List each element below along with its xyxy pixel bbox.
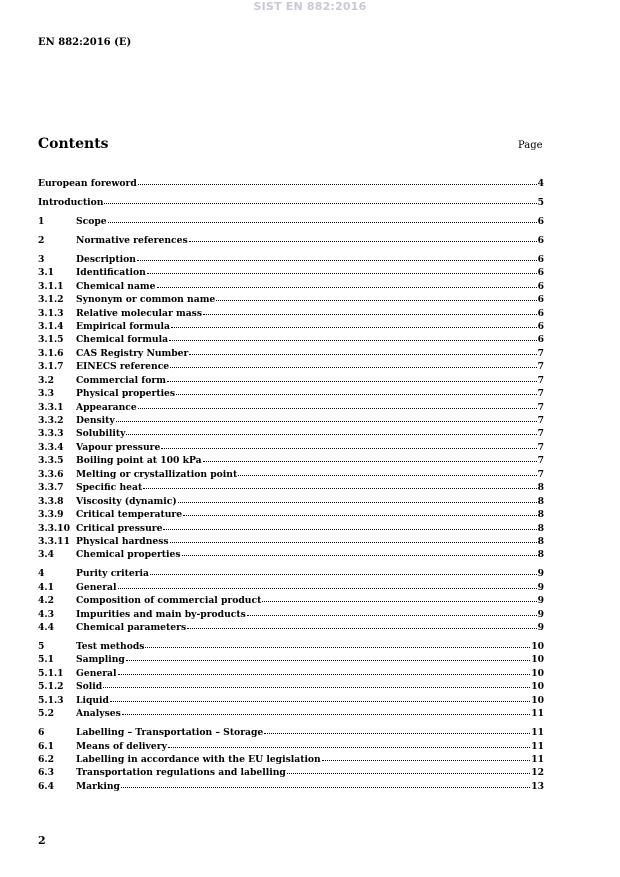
toc-entry-title: Specific heat bbox=[76, 482, 143, 494]
toc-entry-title: Analyses bbox=[76, 708, 121, 720]
toc-entry[interactable] bbox=[38, 706, 544, 719]
toc-dot-leader bbox=[137, 251, 537, 261]
toc-entry[interactable] bbox=[38, 693, 544, 706]
toc-entry[interactable] bbox=[38, 176, 544, 189]
toc-entry[interactable] bbox=[38, 386, 544, 399]
toc-entry[interactable] bbox=[38, 195, 544, 208]
toc-dot-leader bbox=[178, 493, 537, 503]
toc-dot-leader bbox=[203, 305, 537, 315]
toc-dot-leader bbox=[262, 592, 536, 602]
toc-entry-number: 3.3.5 bbox=[38, 455, 64, 467]
toc-entry[interactable] bbox=[38, 440, 544, 453]
toc-dot-leader bbox=[167, 372, 537, 382]
toc-entry[interactable] bbox=[38, 233, 544, 246]
toc-dot-leader bbox=[157, 278, 537, 288]
toc-entry[interactable] bbox=[38, 426, 544, 439]
toc-entry-number: 3.3.8 bbox=[38, 495, 64, 507]
toc-entry[interactable] bbox=[38, 265, 544, 278]
toc-entry-page: 13 bbox=[531, 780, 544, 792]
toc-entry-number: 3.3 bbox=[38, 388, 54, 400]
toc-entry-number: 3.3.6 bbox=[38, 468, 64, 480]
toc-dot-leader bbox=[322, 751, 530, 761]
toc-entry[interactable] bbox=[38, 279, 544, 292]
toc-entry-number: 6.3 bbox=[38, 767, 54, 779]
toc-dot-leader bbox=[126, 651, 530, 661]
toc-entry-page: 6 bbox=[537, 307, 544, 319]
toc-entry-number: 1 bbox=[38, 215, 45, 227]
toc-entry[interactable] bbox=[38, 566, 544, 579]
toc-entry[interactable] bbox=[38, 666, 544, 679]
toc-entry-number: 5.2 bbox=[38, 708, 54, 720]
toc-entry[interactable] bbox=[38, 752, 544, 765]
toc-entry-number: 3.3.9 bbox=[38, 509, 64, 521]
toc-entry-title: Purity criteria bbox=[76, 568, 149, 580]
toc-dot-leader bbox=[138, 399, 537, 409]
toc-entry-number: 4.3 bbox=[38, 608, 54, 620]
document-id: EN 882:2016 (E) bbox=[38, 37, 132, 48]
toc-entry-page: 7 bbox=[537, 428, 544, 440]
toc-entry-number: 3.3.3 bbox=[38, 428, 64, 440]
toc-entry-page: 6 bbox=[537, 267, 544, 279]
toc-entry-title: Chemical name bbox=[76, 280, 156, 292]
table-of-contents bbox=[38, 176, 544, 792]
toc-entry-number: 4.4 bbox=[38, 622, 54, 634]
toc-entry-page: 10 bbox=[531, 641, 544, 652]
toc-entry[interactable] bbox=[38, 580, 544, 593]
toc-entry-title: Identification bbox=[76, 267, 146, 279]
toc-entry-title: Chemical formula bbox=[76, 334, 169, 346]
toc-entry-page: 6 bbox=[537, 280, 544, 292]
toc-entry-title: Scope bbox=[76, 215, 107, 227]
toc-entry-page: 6 bbox=[537, 320, 544, 332]
toc-entry-title: Physical hardness bbox=[76, 535, 169, 547]
toc-entry[interactable] bbox=[38, 547, 544, 560]
toc-entry[interactable] bbox=[38, 306, 544, 319]
toc-entry-title: Impurities and main by-products bbox=[76, 608, 246, 620]
toc-entry[interactable] bbox=[38, 359, 544, 372]
toc-dot-leader bbox=[203, 452, 537, 462]
toc-entry-title: Chemical properties bbox=[76, 549, 181, 561]
toc-dot-leader bbox=[121, 778, 530, 788]
toc-dot-leader bbox=[118, 579, 537, 589]
toc-dot-leader bbox=[264, 724, 530, 734]
toc-entry-number: 5 bbox=[38, 641, 45, 652]
toc-entry-page: 7 bbox=[537, 441, 544, 453]
toc-dot-leader bbox=[168, 738, 530, 748]
toc-entry[interactable] bbox=[38, 679, 544, 692]
toc-entry-title: CAS Registry Number bbox=[76, 347, 189, 359]
toc-entry-number: 3.2 bbox=[38, 374, 54, 386]
toc-entry-title: General bbox=[76, 581, 117, 593]
toc-entry-number: 3.1.4 bbox=[38, 320, 64, 332]
toc-entry-title: Transportation regulations and labelling bbox=[76, 767, 286, 779]
toc-entry-number: 6.1 bbox=[38, 740, 54, 752]
toc-entry-number: 6.4 bbox=[38, 780, 54, 792]
contents-heading: Contents bbox=[38, 136, 109, 152]
toc-entry-page: 11 bbox=[531, 740, 544, 752]
toc-entry-title: Viscosity (dynamic) bbox=[76, 495, 177, 507]
toc-entry[interactable] bbox=[38, 332, 544, 345]
toc-entry-title: Commercial form bbox=[76, 374, 166, 386]
toc-entry-number: 5.1 bbox=[38, 654, 54, 666]
toc-entry-number: 3.1.2 bbox=[38, 294, 64, 306]
toc-entry-page: 8 bbox=[537, 535, 544, 547]
toc-entry[interactable] bbox=[38, 494, 544, 507]
page-column-label: Page bbox=[518, 140, 543, 151]
toc-entry-title: Test methods bbox=[76, 641, 145, 652]
toc-entry-number: 4.2 bbox=[38, 595, 54, 607]
toc-entry-page: 7 bbox=[537, 388, 544, 400]
toc-entry[interactable] bbox=[38, 400, 544, 413]
toc-entry-number: 3.1 bbox=[38, 267, 54, 279]
toc-entry-page: 9 bbox=[537, 608, 544, 620]
toc-entry-page: 6 bbox=[537, 215, 544, 227]
toc-entry[interactable] bbox=[38, 765, 544, 778]
toc-entry[interactable] bbox=[38, 779, 544, 792]
toc-entry-number: 3.3.2 bbox=[38, 415, 64, 426]
toc-dot-leader bbox=[216, 291, 536, 301]
toc-entry-page: 7 bbox=[537, 347, 544, 359]
toc-entry-page: 6 bbox=[537, 253, 544, 265]
toc-dot-leader bbox=[145, 638, 530, 648]
toc-dot-leader bbox=[104, 194, 536, 204]
toc-dot-leader bbox=[169, 331, 537, 341]
toc-entry-page: 7 bbox=[537, 468, 544, 480]
toc-entry-title: Appearance bbox=[76, 401, 137, 413]
toc-entry-number: 3.1.3 bbox=[38, 307, 64, 319]
toc-entry-title: Solid bbox=[76, 681, 103, 693]
toc-dot-leader bbox=[183, 506, 536, 516]
toc-entry-number: 3.3.10 bbox=[38, 522, 70, 534]
toc-entry-title: Sampling bbox=[76, 654, 125, 666]
toc-entry-title: Critical temperature bbox=[76, 509, 183, 521]
toc-entry[interactable] bbox=[38, 652, 544, 665]
toc-entry-title: Synonym or common name bbox=[76, 294, 216, 306]
toc-dot-leader bbox=[189, 232, 537, 242]
toc-entry-title: Chemical parameters bbox=[76, 622, 187, 634]
toc-entry-number: 3.1.7 bbox=[38, 361, 64, 373]
toc-dot-leader bbox=[176, 385, 537, 395]
toc-entry-page: 9 bbox=[537, 581, 544, 593]
toc-entry-page: 7 bbox=[537, 415, 544, 426]
toc-entry-page: 7 bbox=[537, 361, 544, 373]
toc-entry-page: 8 bbox=[537, 482, 544, 494]
toc-entry-number: 3.1.1 bbox=[38, 280, 64, 292]
toc-dot-leader bbox=[138, 175, 537, 185]
toc-dot-leader bbox=[182, 546, 537, 556]
toc-entry[interactable] bbox=[38, 292, 544, 305]
toc-entry-number: 6 bbox=[38, 727, 45, 739]
toc-entry-page: 7 bbox=[537, 401, 544, 413]
toc-entry[interactable] bbox=[38, 507, 544, 520]
toc-entry-title: Marking bbox=[76, 780, 120, 792]
toc-entry[interactable] bbox=[38, 346, 544, 359]
toc-entry-number: 5.1.2 bbox=[38, 681, 64, 693]
toc-entry-title: Physical properties bbox=[76, 388, 176, 400]
toc-entry-title: Normative references bbox=[76, 234, 188, 246]
toc-entry-title: Means of delivery bbox=[76, 740, 167, 752]
toc-dot-leader bbox=[161, 439, 536, 449]
toc-entry-page: 12 bbox=[531, 767, 544, 779]
toc-entry[interactable] bbox=[38, 373, 544, 386]
toc-entry-page: 4 bbox=[537, 178, 544, 189]
toc-entry-number: 4.1 bbox=[38, 581, 54, 593]
toc-entry-page: 7 bbox=[537, 455, 544, 467]
toc-entry[interactable] bbox=[38, 319, 544, 332]
toc-entry-title: Introduction bbox=[38, 196, 104, 208]
toc-entry-title: Melting or crystallization point bbox=[76, 468, 238, 480]
toc-dot-leader bbox=[171, 318, 537, 328]
toc-entry-number: 5.1.3 bbox=[38, 694, 64, 706]
toc-entry-page: 9 bbox=[537, 595, 544, 607]
toc-entry-number: 4 bbox=[38, 568, 45, 580]
toc-entry-title: Density bbox=[76, 415, 115, 426]
toc-entry-page: 8 bbox=[537, 509, 544, 521]
toc-entry-page: 8 bbox=[537, 495, 544, 507]
toc-entry-page: 6 bbox=[537, 334, 544, 346]
toc-entry-page: 11 bbox=[531, 754, 544, 765]
toc-entry[interactable] bbox=[38, 725, 544, 738]
toc-entry[interactable] bbox=[38, 534, 544, 547]
toc-entry[interactable] bbox=[38, 607, 544, 620]
toc-entry-number: 3.3.11 bbox=[38, 535, 70, 547]
toc-entry-number: 6.2 bbox=[38, 754, 54, 765]
toc-entry-page: 7 bbox=[537, 374, 544, 386]
page-number: 2 bbox=[38, 834, 46, 847]
toc-dot-leader bbox=[170, 358, 536, 368]
toc-dot-leader bbox=[170, 533, 537, 543]
toc-entry-page: 9 bbox=[537, 568, 544, 580]
toc-entry-title: Labelling – Transportation – Storage bbox=[76, 727, 264, 739]
toc-entry-page: 10 bbox=[531, 694, 544, 706]
toc-entry[interactable] bbox=[38, 214, 544, 227]
toc-entry[interactable] bbox=[38, 252, 544, 265]
toc-entry-title: EINECS reference bbox=[76, 361, 170, 373]
toc-dot-leader bbox=[126, 425, 536, 435]
toc-entry[interactable] bbox=[38, 453, 544, 466]
toc-entry-title: Solubility bbox=[76, 428, 126, 440]
toc-dot-leader bbox=[238, 466, 536, 476]
toc-entry-title: Description bbox=[76, 253, 136, 265]
toc-dot-leader bbox=[116, 412, 537, 422]
toc-entry[interactable] bbox=[38, 467, 544, 480]
toc-entry-title: Boiling point at 100 kPa bbox=[76, 455, 202, 467]
watermark: SIST EN 882:2016 bbox=[253, 0, 367, 13]
toc-dot-leader bbox=[287, 764, 530, 774]
toc-entry-page: 5 bbox=[537, 196, 544, 208]
toc-dot-leader bbox=[189, 345, 536, 355]
toc-entry-page: 10 bbox=[531, 667, 544, 679]
toc-entry-number: 3.3.4 bbox=[38, 441, 64, 453]
toc-dot-leader bbox=[110, 692, 530, 702]
toc-entry[interactable] bbox=[38, 480, 544, 493]
toc-entry-page: 11 bbox=[531, 727, 544, 739]
toc-entry[interactable] bbox=[38, 739, 544, 752]
toc-dot-leader bbox=[147, 264, 537, 274]
toc-entry-title: General bbox=[76, 667, 117, 679]
toc-entry-page: 6 bbox=[537, 294, 544, 306]
toc-entry-title: Relative molecular mass bbox=[76, 307, 203, 319]
toc-entry-number: 3.1.6 bbox=[38, 347, 64, 359]
toc-entry[interactable] bbox=[38, 413, 544, 426]
toc-dot-leader bbox=[118, 665, 531, 675]
toc-entry-number: 2 bbox=[38, 234, 45, 246]
toc-entry-page: 10 bbox=[531, 654, 544, 666]
toc-entry[interactable] bbox=[38, 593, 544, 606]
toc-entry-title: European foreword bbox=[38, 178, 137, 189]
toc-entry-title: Vapour pressure bbox=[76, 441, 161, 453]
toc-entry-page: 6 bbox=[537, 234, 544, 246]
toc-entry-title: Labelling in accordance with the EU legislation bbox=[76, 754, 321, 765]
toc-entry-number: 3.4 bbox=[38, 549, 54, 561]
toc-entry[interactable] bbox=[38, 639, 544, 652]
toc-entry[interactable] bbox=[38, 620, 544, 633]
toc-entry-page: 8 bbox=[537, 549, 544, 561]
toc-entry-title: Liquid bbox=[76, 694, 109, 706]
toc-entry-number: 3.1.5 bbox=[38, 334, 64, 346]
toc-entry-number: 3.3.1 bbox=[38, 401, 64, 413]
toc-dot-leader bbox=[163, 520, 536, 530]
toc-entry-number: 3 bbox=[38, 253, 45, 265]
toc-dot-leader bbox=[143, 479, 536, 489]
toc-entry-title: Critical pressure bbox=[76, 522, 163, 534]
toc-entry-title: Composition of commercial product bbox=[76, 595, 262, 607]
toc-entry-title: Empirical formula bbox=[76, 320, 170, 332]
toc-entry-number: 3.3.7 bbox=[38, 482, 64, 494]
toc-dot-leader bbox=[108, 213, 537, 223]
toc-dot-leader bbox=[187, 619, 536, 629]
toc-entry-page: 8 bbox=[537, 522, 544, 534]
toc-dot-leader bbox=[150, 565, 537, 575]
toc-dot-leader bbox=[122, 705, 530, 715]
toc-entry[interactable] bbox=[38, 521, 544, 534]
toc-dot-leader bbox=[247, 606, 537, 616]
toc-entry-page: 10 bbox=[531, 681, 544, 693]
toc-entry-number: 5.1.1 bbox=[38, 667, 64, 679]
toc-dot-leader bbox=[103, 678, 530, 688]
toc-entry-page: 9 bbox=[537, 622, 544, 634]
toc-entry-page: 11 bbox=[531, 708, 544, 720]
